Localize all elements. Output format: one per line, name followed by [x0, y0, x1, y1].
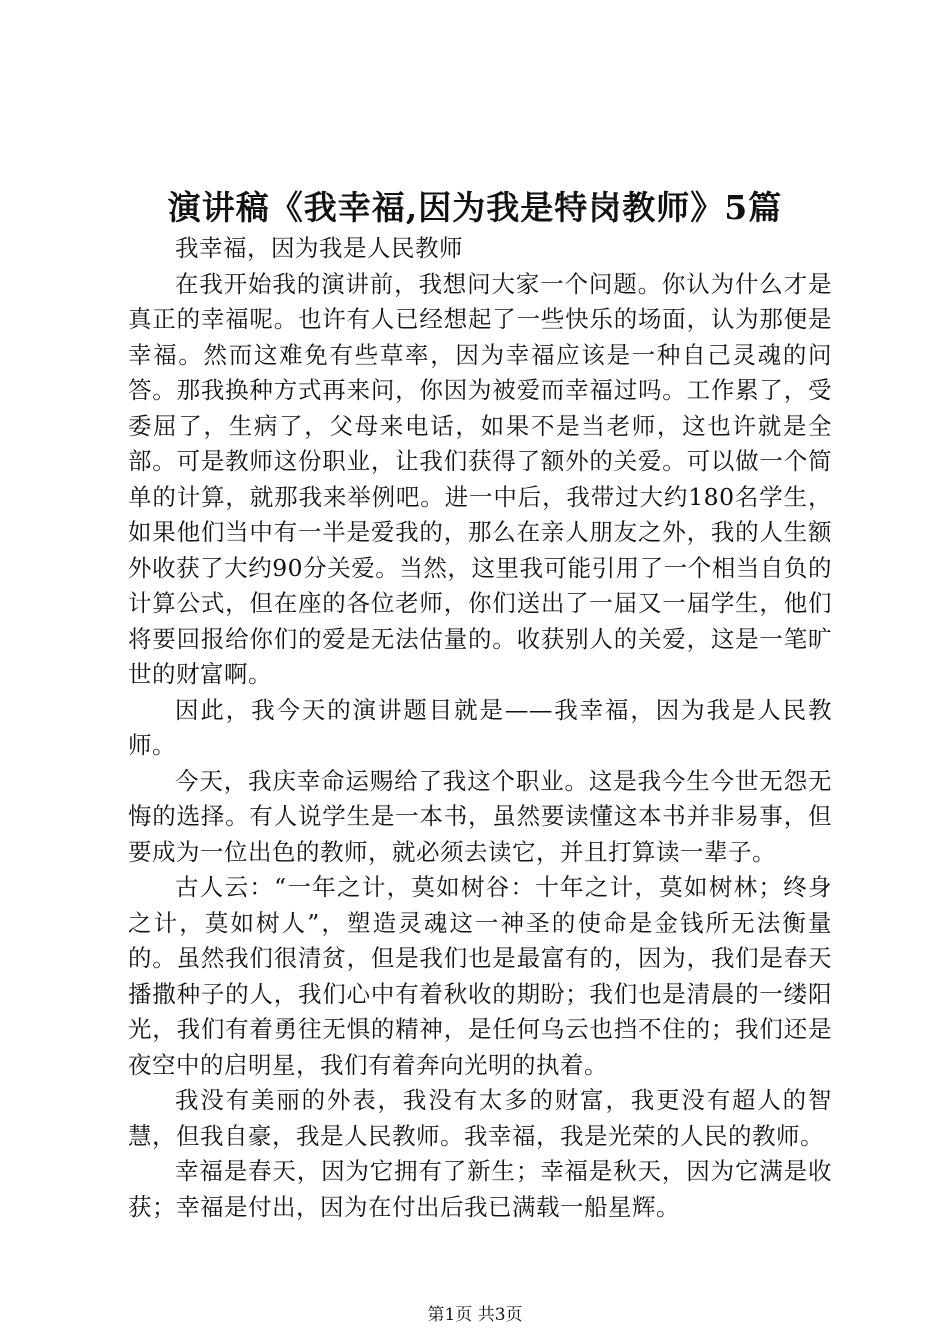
document-body: [128, 231, 832, 1225]
paragraph: 今天，我庆幸命运赐给了我这个职业。这是我今生今世无怨无悔的选择。有人说学生是一本书，虽然要读懂这本书并非易事，但要成为一位出色的教师，就必须去读它，并且打算读一辈子。: [128, 766, 832, 866]
paragraph: 在我开始我的演讲前，我想问大家一个问题。你认为什么才是真正的幸福呢。也许有人已经想起了一些快乐的场面，认为那便是幸福。然而这难免有些草率，因为幸福应该是一种自己灵魂的问答。那我换种方式再来问，你因为被爱而幸福过吗。工作累了，受委屈了，生病了，父母来电话，如果不是当老师，这也许就是全部。可是教师这份职业，让我们获得了额外的关爱。可以做一个简单的计算，就那我来举例吧。进一中后，我带过大约180名学生，如果他们当中有一半是爱我的，那么在亲人朋友之外，我的人生额外收获了大约90分关爱。当然，这里我可能引用了一个相当自负的计算公式，但在座的各位老师，你们送出了一届又一届学生，他们将要回报给你们的爱是无法估量的。收获别人的关爱，这是一笔旷世的财富啊。: [128, 269, 832, 688]
document-title: 演讲稿《我幸福,因为我是特岗教师》5篇: [167, 188, 783, 227]
paragraph: 我没有美丽的外表，我没有太多的财富，我更没有超人的智慧，但我自豪，我是人民教师。我幸福，我是光荣的人民的教师。: [128, 1086, 832, 1150]
paragraph: 因此，我今天的演讲题目就是——我幸福，因为我是人民教师。: [128, 695, 832, 759]
page-footer: 第1页 共3页: [427, 1305, 523, 1325]
paragraph-subtitle: 我幸福，因为我是人民教师: [175, 234, 463, 262]
paragraph: 幸福是春天，因为它拥有了新生；幸福是秋天，因为它满是收获；幸福是付出，因为在付出后我已满载一船星辉。: [128, 1157, 832, 1221]
paragraph: 古人云：“一年之计，莫如树谷：十年之计，莫如树林；终身之计，莫如树人”，塑造灵魂这一神圣的使命是金钱所无法衡量的。虽然我们很清贫，但是我们也是最富有的，因为，我们是春天播撒种子的人，我们心中有着秋收的期盼；我们也是清晨的一缕阳光，我们有着勇往无惧的精神，是任何乌云也挡不住的；我们还是夜空中的启明星，我们有着奔向光明的执着。: [128, 873, 832, 1079]
